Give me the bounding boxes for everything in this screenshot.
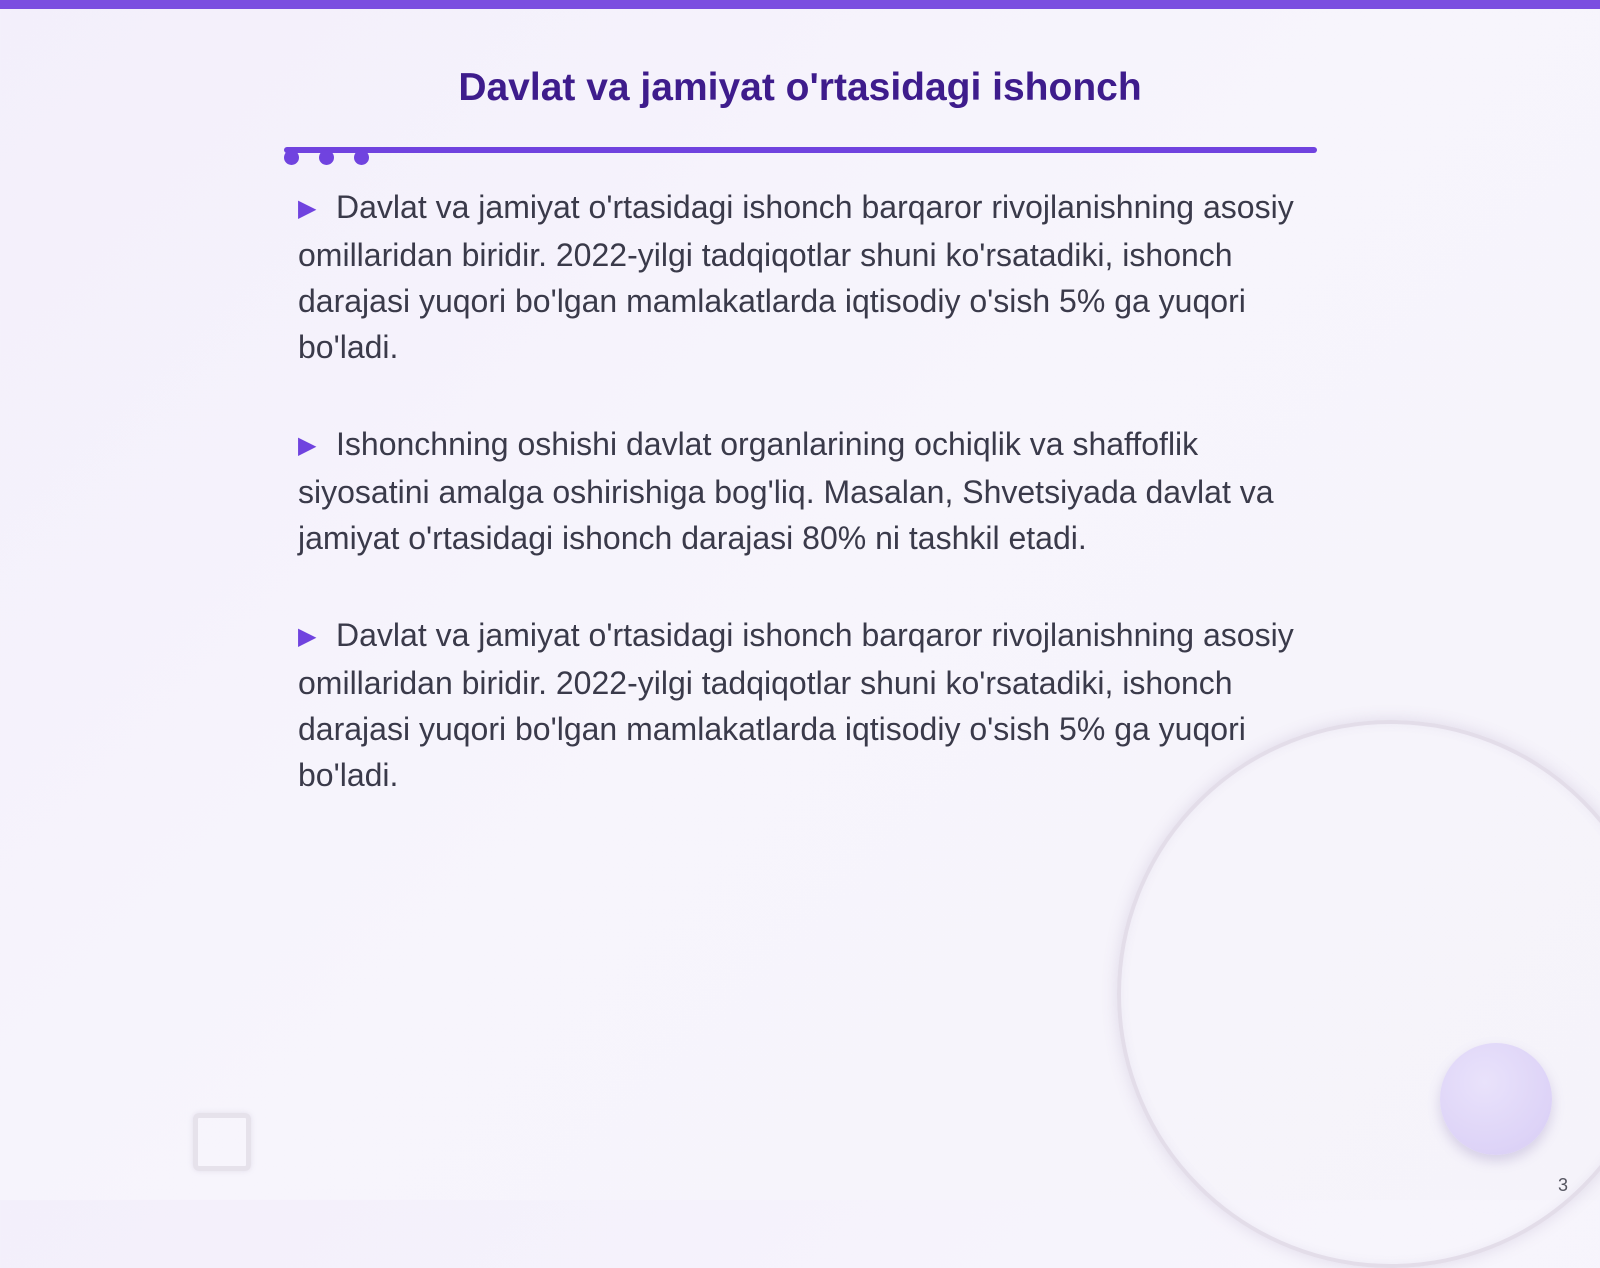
slide-title: Davlat va jamiyat o'rtasidagi ishonch [458, 66, 1142, 109]
triangle-bullet-icon: ▶ [298, 195, 317, 222]
bullet-item [298, 184, 1298, 370]
triangle-bullet-icon: ▶ [298, 432, 317, 459]
bullet-text: Ishonchning oshishi davlat organlarining ochiqlik va shaffoflik siyosatini amalga oshirishiga bog'liq. Masalan, Shvetsiyada davlat va jamiyat o'rtasidagi ishonch darajasi 80% ni tashkil etadi. [298, 426, 1274, 556]
bullet-text: Davlat va jamiyat o'rtasidagi ishonch barqaror rivojlanishning asosiy omillaridan biridir. 2022-yilgi tadqiqotlar shuni ko'rsatadiki, ishonch darajasi yuqori bo'lgan mamlakatlarda iqtisodiy o'sish 5% ga yuqori bo'ladi. [298, 189, 1294, 365]
underline-dot [284, 150, 299, 165]
bullet-item [298, 421, 1298, 561]
top-accent-bar [0, 0, 1600, 9]
bullet-item [298, 612, 1298, 798]
underline-dot [319, 150, 334, 165]
decorative-square [193, 1113, 251, 1171]
page-number: 3 [1557, 1175, 1568, 1195]
triangle-bullet-icon: ▶ [298, 623, 317, 650]
bullet-text: Davlat va jamiyat o'rtasidagi ishonch barqaror rivojlanishning asosiy omillaridan biridir. 2022-yilgi tadqiqotlar shuni ko'rsatadiki, ishonch darajasi yuqori bo'lgan mamlakatlarda iqtisodiy o'sish 5% ga yuqori bo'ladi. [298, 617, 1294, 793]
underline-dot [354, 150, 369, 165]
title-underline [284, 147, 1317, 153]
bullet-list [298, 184, 1298, 849]
decorative-circle [1440, 1043, 1552, 1155]
